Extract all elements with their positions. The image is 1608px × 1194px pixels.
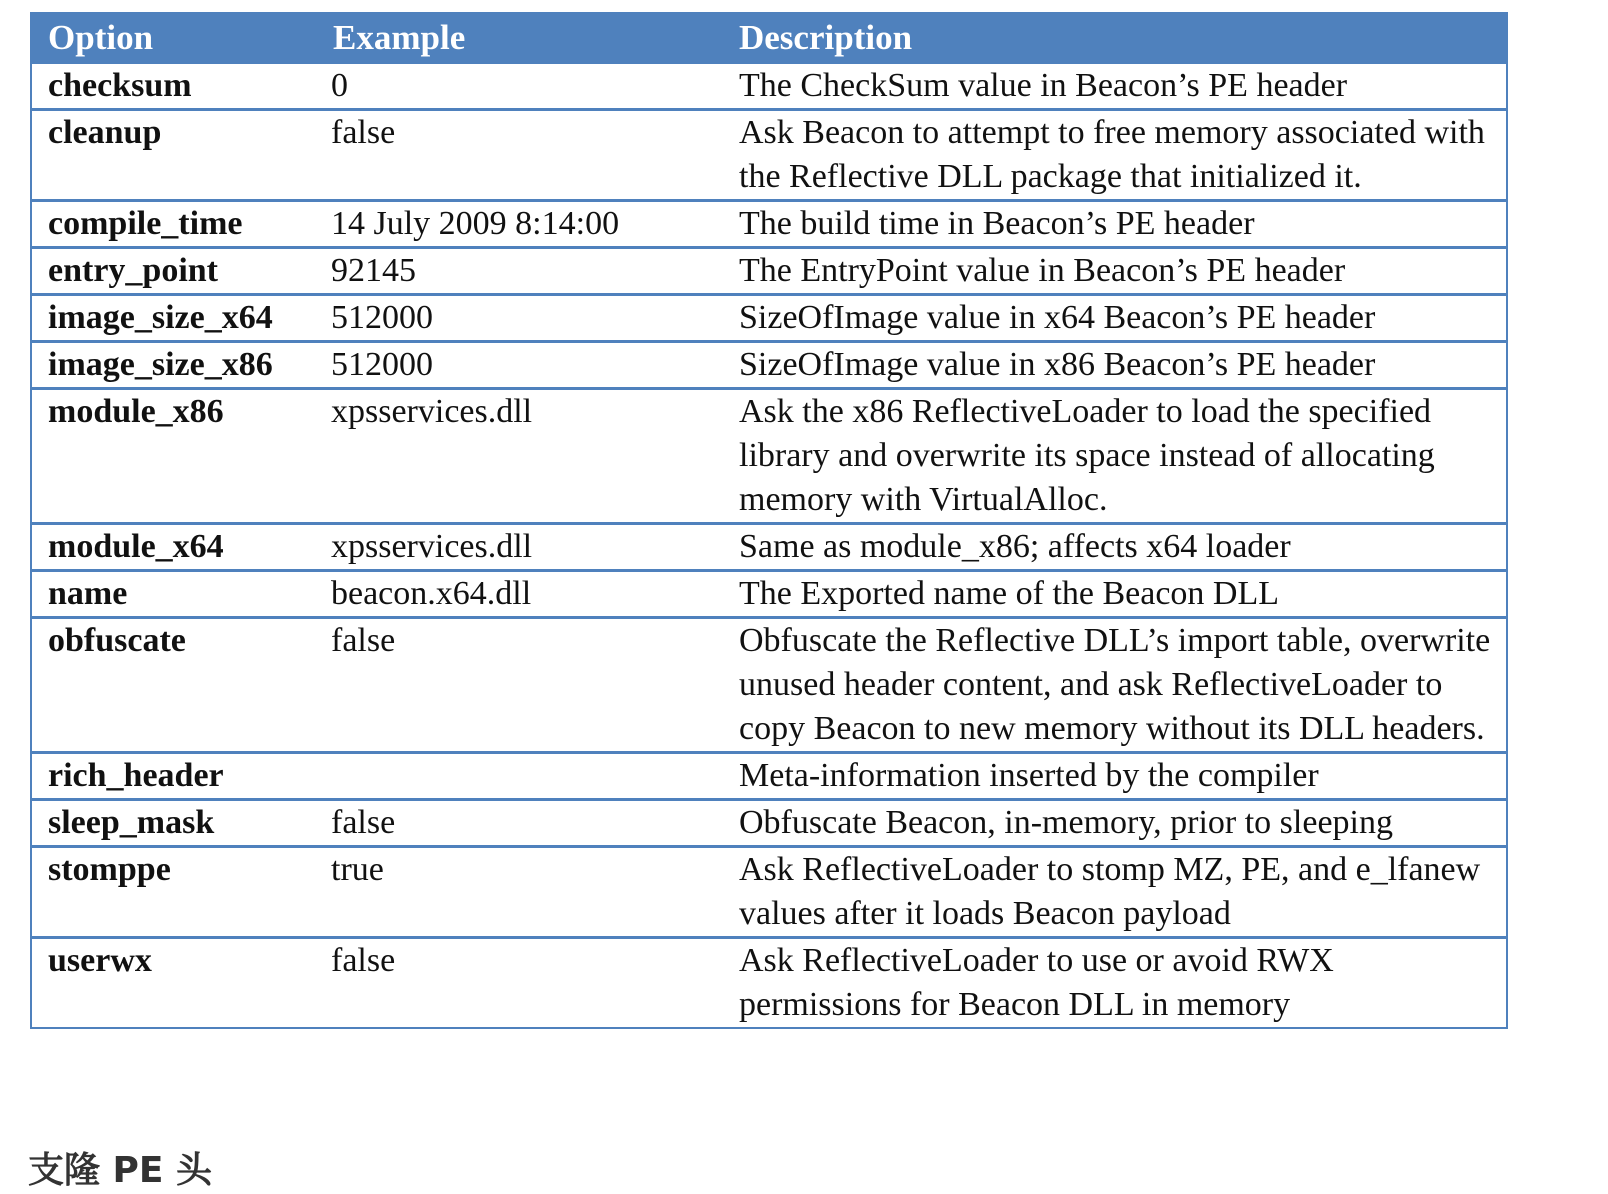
option-cell: name <box>31 571 317 618</box>
table-body <box>31 63 1507 1029</box>
table-row <box>31 342 1507 389</box>
table-row <box>31 938 1507 1029</box>
table-row <box>31 571 1507 618</box>
example-cell: xpsservices.dll <box>317 524 722 571</box>
section-heading: 支隆 PE 头 <box>28 1150 213 1191</box>
description-cell: SizeOfImage value in x86 Beacon’s PE header <box>722 342 1507 389</box>
description-cell: The EntryPoint value in Beacon’s PE header <box>722 248 1507 295</box>
example-cell: false <box>317 618 722 753</box>
option-cell: module_x64 <box>31 524 317 571</box>
description-cell: Same as module_x86; affects x64 loader <box>722 524 1507 571</box>
option-cell: stomppe <box>31 847 317 938</box>
description-cell: Ask the x86 ReflectiveLoader to load the specified library and overwrite its space instead of allocating memory with VirtualAlloc. <box>722 389 1507 524</box>
table-header <box>31 13 1507 63</box>
table-row <box>31 248 1507 295</box>
example-cell: 512000 <box>317 295 722 342</box>
example-cell: 0 <box>317 63 722 110</box>
example-cell: beacon.x64.dll <box>317 571 722 618</box>
options-table-container <box>30 12 1506 1029</box>
header-option: Option <box>31 13 317 63</box>
example-cell: 14 July 2009 8:14:00 <box>317 201 722 248</box>
example-cell: false <box>317 800 722 847</box>
table-row <box>31 295 1507 342</box>
option-cell: checksum <box>31 63 317 110</box>
option-cell: cleanup <box>31 110 317 201</box>
table-row <box>31 524 1507 571</box>
example-cell <box>317 753 722 800</box>
description-cell: Ask ReflectiveLoader to stomp MZ, PE, and e_lfanew values after it loads Beacon payload <box>722 847 1507 938</box>
example-cell: xpsservices.dll <box>317 389 722 524</box>
option-cell: userwx <box>31 938 317 1029</box>
example-cell: false <box>317 110 722 201</box>
option-cell: sleep_mask <box>31 800 317 847</box>
option-cell: image_size_x86 <box>31 342 317 389</box>
table-row <box>31 389 1507 524</box>
option-cell: entry_point <box>31 248 317 295</box>
description-cell: The CheckSum value in Beacon’s PE header <box>722 63 1507 110</box>
description-cell: Ask ReflectiveLoader to use or avoid RWX permissions for Beacon DLL in memory <box>722 938 1507 1029</box>
table-row <box>31 618 1507 753</box>
header-example: Example <box>317 13 722 63</box>
description-cell: SizeOfImage value in x64 Beacon’s PE header <box>722 295 1507 342</box>
example-cell: false <box>317 938 722 1029</box>
description-cell: Obfuscate the Reflective DLL’s import table, overwrite unused header content, and ask ReflectiveLoader to copy Beacon to new memory without its DLL headers. <box>722 618 1507 753</box>
example-cell: true <box>317 847 722 938</box>
description-cell: Ask Beacon to attempt to free memory associated with the Reflective DLL package that initialized it. <box>722 110 1507 201</box>
table-row <box>31 201 1507 248</box>
header-row <box>31 13 1507 63</box>
example-cell: 92145 <box>317 248 722 295</box>
option-cell: obfuscate <box>31 618 317 753</box>
option-cell: module_x86 <box>31 389 317 524</box>
table-row <box>31 847 1507 938</box>
option-cell: image_size_x64 <box>31 295 317 342</box>
option-cell: rich_header <box>31 753 317 800</box>
table-row <box>31 800 1507 847</box>
table-row <box>31 753 1507 800</box>
option-cell: compile_time <box>31 201 317 248</box>
table-row <box>31 110 1507 201</box>
options-table <box>30 12 1508 1029</box>
header-description: Description <box>722 13 1507 63</box>
description-cell: Obfuscate Beacon, in-memory, prior to sleeping <box>722 800 1507 847</box>
table-row <box>31 63 1507 110</box>
description-cell: Meta-information inserted by the compiler <box>722 753 1507 800</box>
description-cell: The build time in Beacon’s PE header <box>722 201 1507 248</box>
example-cell: 512000 <box>317 342 722 389</box>
description-cell: The Exported name of the Beacon DLL <box>722 571 1507 618</box>
